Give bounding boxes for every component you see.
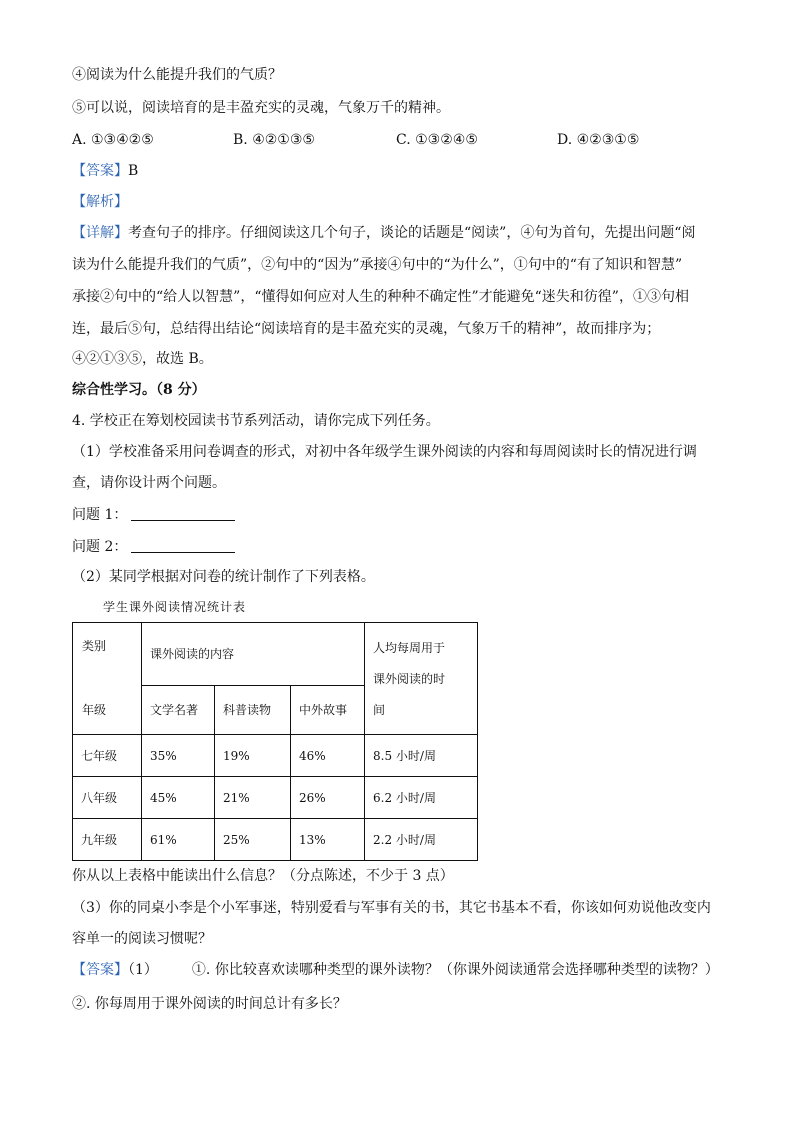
- table-cell-time: 6.2 小时/周: [365, 777, 478, 819]
- option-d: D. ④②③①⑤: [557, 132, 640, 148]
- header-category-grade: [73, 623, 142, 735]
- row-grade: 九年级: [73, 819, 142, 861]
- question-1-line: [72, 505, 235, 525]
- after-table-question: 你从以上表格中能读出什么信息？（分点陈述，不少于 3 点）: [72, 868, 454, 884]
- subquestion-2: （2）某同学根据对问卷的统计制作了下列表格。: [72, 569, 375, 585]
- column-header: 中外故事: [291, 685, 365, 734]
- option-b: B. ④②①③⑤: [233, 132, 315, 148]
- question-1-blank[interactable]: [131, 506, 235, 521]
- detail-line-4: 连，最后⑤句，总结得出结论“阅读培育的是丰盈充实的灵魂，气象万千的精神”，故而排序为；: [72, 321, 661, 337]
- header-time-line-2: 课外阅读的时: [373, 672, 446, 686]
- answer-tag: 【答案】: [72, 163, 128, 179]
- option-a: A. ①③④②⑤: [72, 132, 154, 148]
- header-time: [365, 623, 478, 735]
- table-row: [73, 735, 478, 777]
- table-cell-time: 2.2 小时/周: [365, 819, 478, 861]
- column-header: 文学名著: [142, 685, 215, 734]
- detail-line-2: 读为什么能提升我们的气质”，②句中的“因为”承接④句中的“为什么”，①句中的“有了知识和智慧”: [72, 257, 683, 273]
- table-cell: 46%: [291, 735, 365, 777]
- answer2-line: [72, 960, 719, 980]
- table-cell: 21%: [215, 777, 291, 819]
- answer2-part: （1）: [128, 962, 158, 978]
- item-4: ④阅读为什么能提升我们的气质？: [72, 67, 282, 83]
- subquestion-1-line-1: （1）学校准备采用问卷调查的形式，对初中各年级学生课外阅读的内容和每周阅读时长的情况进行调: [72, 444, 697, 460]
- analysis-line: [72, 192, 128, 212]
- table-cell: 25%: [215, 819, 291, 861]
- row-grade: 八年级: [73, 777, 142, 819]
- detail-tag: 【详解】: [72, 225, 128, 241]
- section-title: 综合性学习。（8 分）: [72, 382, 206, 398]
- question-2-label: 问题 2：: [72, 539, 128, 555]
- subquestion-3-line-2: 容单一的阅读习惯呢？: [72, 931, 212, 947]
- answer-value: B: [128, 163, 139, 179]
- subquestion-3-line-1: （3）你的同桌小李是个小军事迷，特别爱看与军事有关的书，其它书基本不看，你该如何劝说他改变内: [72, 900, 711, 916]
- detail-line-5: ④②①③⑤，故选 B。: [72, 351, 213, 367]
- detail-text-1: 考查句子的排序。仔细阅读这几个句子，谈论的话题是“阅读”，④句为首句，先提出问题“阅: [128, 225, 696, 241]
- header-time-line-3: 间: [373, 703, 386, 717]
- subquestion-1-line-2: 查，请你设计两个问题。: [72, 475, 226, 491]
- column-header: 科普读物: [215, 685, 291, 734]
- table-caption: 学生课外阅读情况统计表: [103, 600, 247, 614]
- header-grade: 年级: [82, 703, 107, 717]
- table-row: [73, 777, 478, 819]
- statistics-table: [72, 622, 478, 861]
- header-category: 类别: [82, 639, 107, 653]
- answer2-tag: 【答案】: [72, 962, 128, 978]
- question-2-blank[interactable]: [131, 538, 235, 553]
- answer2-q1: ①. 你比较喜欢读哪种类型的课外读物？（你课外阅读通常会选择哪种类型的读物？）: [191, 962, 719, 978]
- item-5: ⑤可以说，阅读培育的是丰盈充实的灵魂，气象万千的精神。: [72, 100, 450, 116]
- analysis-tag: 【解析】: [72, 194, 128, 210]
- answer-line: [72, 161, 138, 181]
- table-cell: 19%: [215, 735, 291, 777]
- detail-line-1: [72, 223, 695, 243]
- table-cell: 26%: [291, 777, 365, 819]
- table-cell: 35%: [142, 735, 215, 777]
- header-time-line-1: 人均每周用于: [373, 641, 446, 655]
- table-cell: 61%: [142, 819, 215, 861]
- question-2-line: [72, 537, 235, 557]
- table-cell-time: 8.5 小时/周: [365, 735, 478, 777]
- table-cell: 45%: [142, 777, 215, 819]
- question-1-label: 问题 1：: [72, 507, 128, 523]
- answer2-q2: ②. 你每周用于课外阅读的时间总计有多长？: [72, 996, 347, 1012]
- row-grade: 七年级: [73, 735, 142, 777]
- detail-line-3: 承接②句中的“给人以智慧”，“懂得如何应对人生的种种不确定性”才能避免“迷失和彷徨”，①③句相: [72, 289, 689, 305]
- table-cell: 13%: [291, 819, 365, 861]
- question-4-stem: 4. 学校正在筹划校园读书节系列活动，请你完成下列任务。: [72, 413, 440, 429]
- table-row: [73, 819, 478, 861]
- header-content: 课外阅读的内容: [142, 623, 365, 686]
- option-c: C. ①③②④⑤: [396, 132, 478, 148]
